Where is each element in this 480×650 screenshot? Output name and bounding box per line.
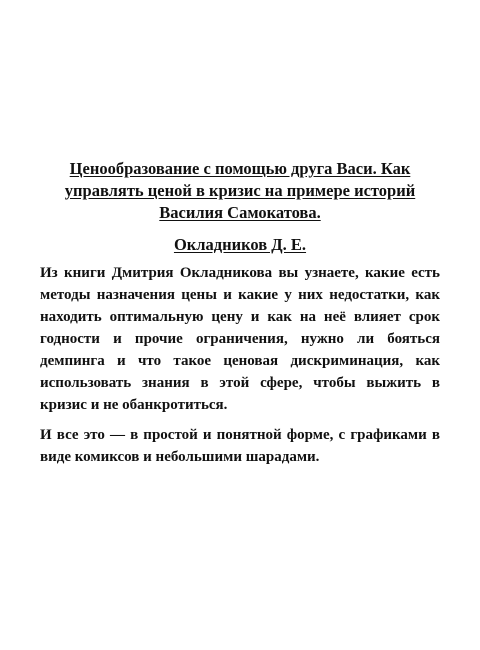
document-page [40,158,440,468]
description-paragraph: И все это — в простой и понятной форме, с графиками в виде комиксов и небольшими шарадами. [40,427,440,465]
description-paragraph: Из книги Дмитрия Окладникова вы узнаете, какие есть методы назначения цены и какие у них недостатки, как находить оптимальную цену и как на неё влияет срок годности и прочие ограничения, нужно ли бояться демпинга и что такое ценовая дискриминация, как использовать знания в этой сфере, чтобы выжить в кризис и не обанкротиться. [40,265,440,413]
document-title: Ценообразование с помощью друга Васи. Как управлять ценой в кризис на примере историй Василия Самокатова. [64,159,416,222]
document-author: Окладников Д. Е. [173,235,307,254]
